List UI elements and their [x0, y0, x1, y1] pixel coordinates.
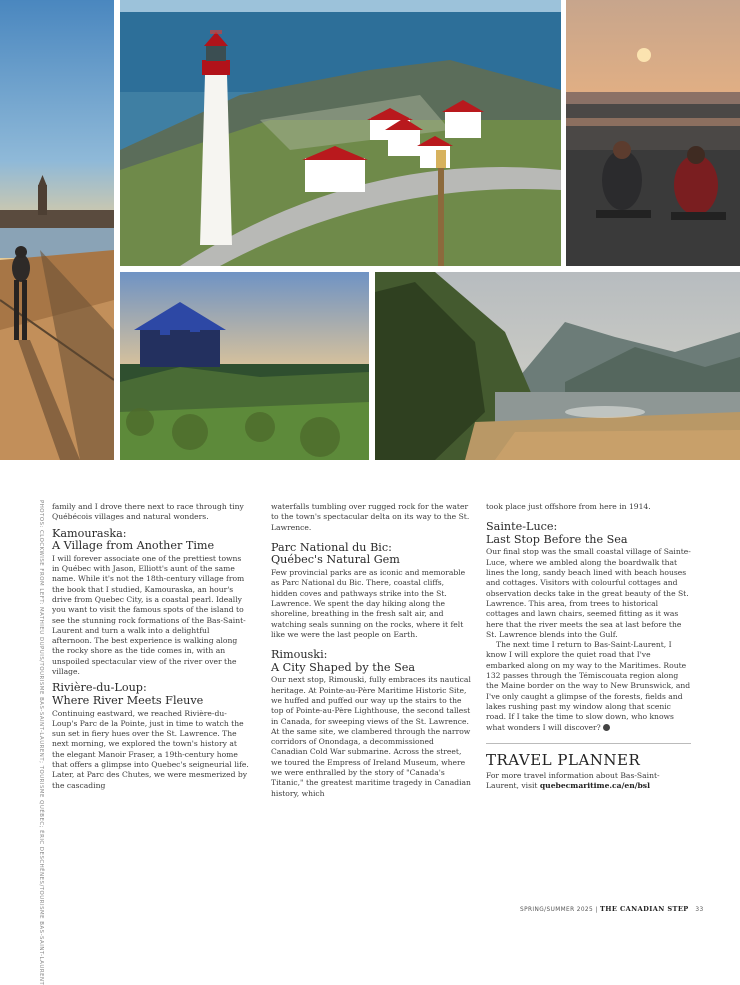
heading-line-1: Rimouski: — [271, 648, 328, 662]
article-column-2 — [271, 502, 471, 799]
section-body-bic: Few provincial parks are as iconic and memorable as Parc National du Bic. There, coastal cliffs, hidden coves and pathways strike into the St. Lawrence. We spent the day hiking along the shoreline, breathing in the fresh salt air, and watching seals sunning on the rocks, where it felt like we were the last people on Earth. — [271, 568, 466, 639]
section-heading-riviere-du-loup — [52, 682, 250, 707]
closing-text: The next time I return to Bas-Saint-Laurent, I know I will explore the quiet road that I've embarked along on my way to the Maritimes. Route 132 passes through the Témiscouata region along the Maine border on the way to New Brunswick, and I've only caught a glimpse of the forests, fields and lakes rushing past my window along that scenic road. If I take the time to slow down, who knows what wonders I will discover? — [486, 640, 691, 732]
travel-planner-title: TRAVEL PLANNER — [486, 750, 641, 769]
heading-line-2: Québec's Natural Gem — [271, 553, 400, 567]
travel-planner-body — [486, 771, 691, 792]
photo-credit — [36, 500, 46, 985]
heading-line-1: Parc National du Bic: — [271, 540, 392, 554]
photo-blue-house — [120, 272, 369, 460]
divider — [486, 743, 691, 744]
photo-coastal-cliffs — [375, 272, 740, 460]
heading-line-2: A Village from Another Time — [52, 539, 215, 553]
article-column-3 — [486, 502, 691, 791]
heading-line-1: Sainte-Luce: — [486, 520, 558, 534]
travel-planner-text: For more travel information about Bas-Saint-Laurent, visit — [486, 770, 660, 791]
article-column-1 — [52, 502, 250, 791]
heading-line-2: Last Stop Before the Sea — [486, 532, 628, 546]
photo-sunset-boardwalk — [0, 0, 114, 460]
page-number: 33 — [695, 907, 704, 913]
section-heading-rimouski — [271, 649, 471, 674]
end-mark-icon: ◆ — [603, 724, 610, 731]
page-footer: SPRING/SUMMER 2025 | THE CANADIAN STEP 33 — [520, 905, 704, 913]
section-heading-bic — [271, 542, 471, 567]
section-heading-sainte-luce — [486, 521, 691, 546]
section-body-riviere-du-loup: Continuing eastward, we reached Rivière-du-Loup's Parc de la Pointe, just in time to watch the sun set in fiery hues over the St. Lawrence. The next morning, we explored the town's history at the elegant Manoir Fraser, a 19th-century home that offers a glimpse into Quebec's seigneurial life. Later, at Parc des Chutes, we were mesmerized by the cascading — [52, 708, 249, 790]
photo-credit-text: PHOTOS: CLOCKWISE FROM LEFT: MATHIEU DUPUIS/TOURISME BAS-SAINT-LAURENT; TOURISME QUÉBEC; ÉRIC DESCHÊNES/TOURISME BAS-SAINT-LAURENT — [38, 500, 44, 985]
section-body-rimouski: Our next stop, Rimouski, fully embraces its nautical heritage. At Pointe-au-Père Maritime Historic Site, we huffed and puffed our way up the stairs to the top of Pointe-au-Père Lighthouse, the second tallest in Canada, for sweeping views of the St. Lawrence. At the same site, we clambered through the narrow corridors of Onondaga, a decommissioned Canadian Cold War submarine. Across the street, we toured the Empress of Ireland Museum, where we were enthralled by the story of "Canada's Titanic," the greatest maritime tragedy in Canadian history, which — [271, 675, 471, 798]
footer-magazine: THE CANADIAN STEP — [599, 905, 689, 913]
section-body-closing — [486, 640, 691, 733]
travel-planner-link[interactable]: quebecmaritime.ca/en/bsl — [539, 781, 650, 791]
heading-line-1: Kamouraska: — [52, 526, 127, 540]
column-3-intro: took place just offshore from here in 1914. — [486, 502, 651, 511]
section-body-sainte-luce: Our final stop was the small coastal village of Sainte-Luce, where we ambled along the boardwalk that lines the long, sandy beach lined with beach houses and cottages. Visitors with colourful cottages and observation decks take in the great beauty of the St. Lawrence. This area, from trees to historical cottages and lawn chairs, seemed fitting as it was here that the river meets the sea at last before the St. Lawrence blends into the Gulf. — [486, 547, 691, 639]
heading-line-1: Rivière-du-Loup: — [52, 681, 147, 695]
column-1-intro: family and I drove there next to race through tiny Québécois villages and natural wonders. — [52, 502, 244, 522]
column-2-intro: waterfalls tumbling over rugged rock for the water to the town's spectacular delta on its way to the St. Lawrence. — [271, 502, 470, 532]
heading-line-2: Where River Meets Fleuve — [52, 693, 204, 707]
heading-line-2: A City Shaped by the Sea — [271, 660, 416, 674]
section-body-kamouraska: I will forever associate one of the prettiest towns in Québec with Jason, Elliott's aunt of the same name. While it's not the 18th-century village from the book that I studied, Kamouraska, an hour's drive from Quebec City, is a coastal pearl. Ideally you want to visit the famous spots of the island to see the stunning rock formations of the Bas-Saint-Laurent and turn a walk into a delightful afternoon. The best experience is walking along the rocky shore as the tide comes in, with an unspoiled spectacular view of the river over the village. — [52, 553, 246, 677]
photo-sunset-chairs — [566, 0, 740, 266]
section-heading-kamouraska — [52, 528, 250, 553]
photo-lighthouse — [120, 0, 561, 266]
footer-issue: SPRING/SUMMER 2025 — [520, 907, 594, 913]
